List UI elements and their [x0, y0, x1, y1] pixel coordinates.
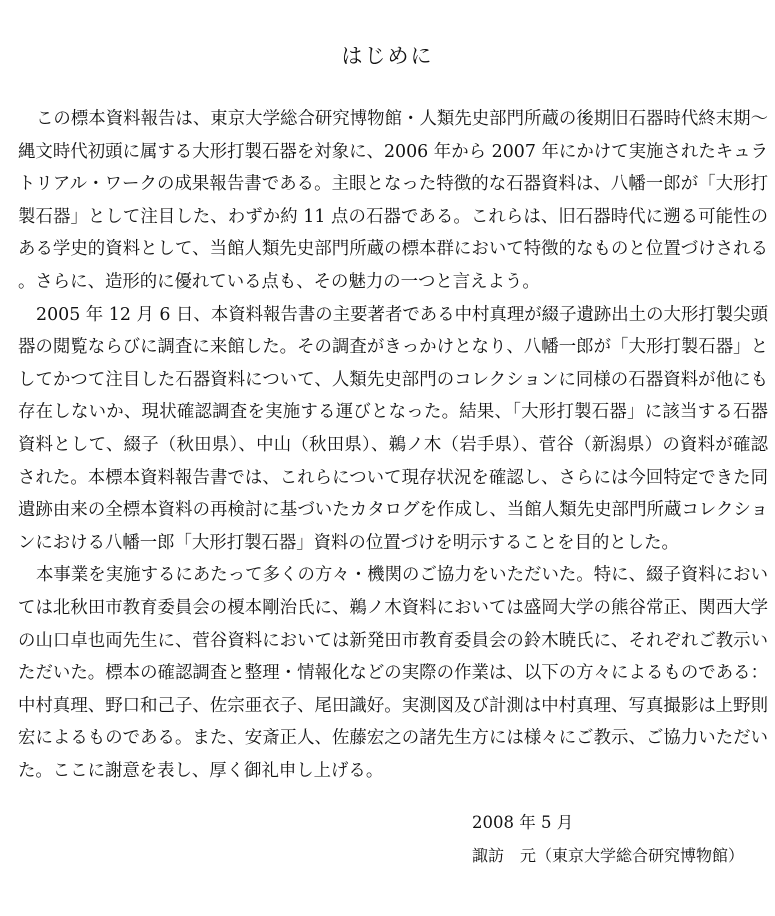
paragraph-2: 2005 年 12 月 6 日、本資料報告書の主要著者である中村真理が綴子遺跡出土の大形打製尖頭器の閲覧ならびに調査に来館した。その調査がきっかけとなり、八幡一郎が「大形打製石器」としてかつて注目した石器資料について、人類先史部門のコレクションに同様の石器資料が他にも存在しないか、現状確認調査を実施する運びとなった。結果、「大形打製石器」に該当する石器資料として、綴子（秋田県）、中山（秋田県）、鵜ノ木（岩手県）、菅谷（新潟県）の資料が確認された。本標本資料報告書では、これらについて現存状況を確認し、さらには今回特定できた同遺跡由来の全標本資料の再検討に基づいたカタログを作成し、当館人類先史部門所蔵コレクションにおける八幡一郎「大形打製石器」資料の位置づけを明示することを目的とした。	[18, 304, 768, 553]
signature-author: 諏訪 元（東京大学総合研究博物館）	[472, 846, 745, 865]
paragraph-1: この標本資料報告は、東京大学総合研究博物館・人類先史部門所蔵の後期旧石器時代終末期～縄文時代初頭に属する大形打製石器を対象に、2006 年から 2007 年にかけて実施されたキュラトリアル・ワークの成果報告書である。主眼となった特徴的な石器資料は、八幡一郎が「大形打製石器」として注目した、わずか約 11 点の石器である。これらは、旧石器時代に遡る可能性のある学史的資料として、当館人類先史部門所蔵の標本群において特徴的なものと位置づけされる。さらに、造形的に優れている点も、その魅力の一つと言えよう。	[18, 109, 768, 292]
paragraph-3: 本事業を実施するにあたって多くの方々・機関のご協力をいただいた。特に、綴子資料においては北秋田市教育委員会の榎本剛治氏に、鵜ノ木資料においては盛岡大学の熊谷常正、関西大学の山口卓也両先生に、菅谷資料においては新発田市教育委員会の鈴木暁氏に、それぞれご教示いただいた。標本の確認調査と整理・情報化などの実際の作業は、以下の方々によるものである：中村真理、野口和己子、佐宗亜衣子、尾田識好。実測図及び計測は中村真理、写真撮影は上野則宏によるものである。また、安斎正人、佐藤宏之の諸先生方には様々にご教示、ご協力いただいた。ここに謝意を表し、厚く御礼申し上げる。	[18, 565, 768, 781]
page-title: はじめに	[341, 44, 434, 68]
body-text	[18, 103, 768, 787]
signature-block	[472, 806, 772, 872]
signature-date: 2008 年 5 月	[472, 813, 574, 832]
